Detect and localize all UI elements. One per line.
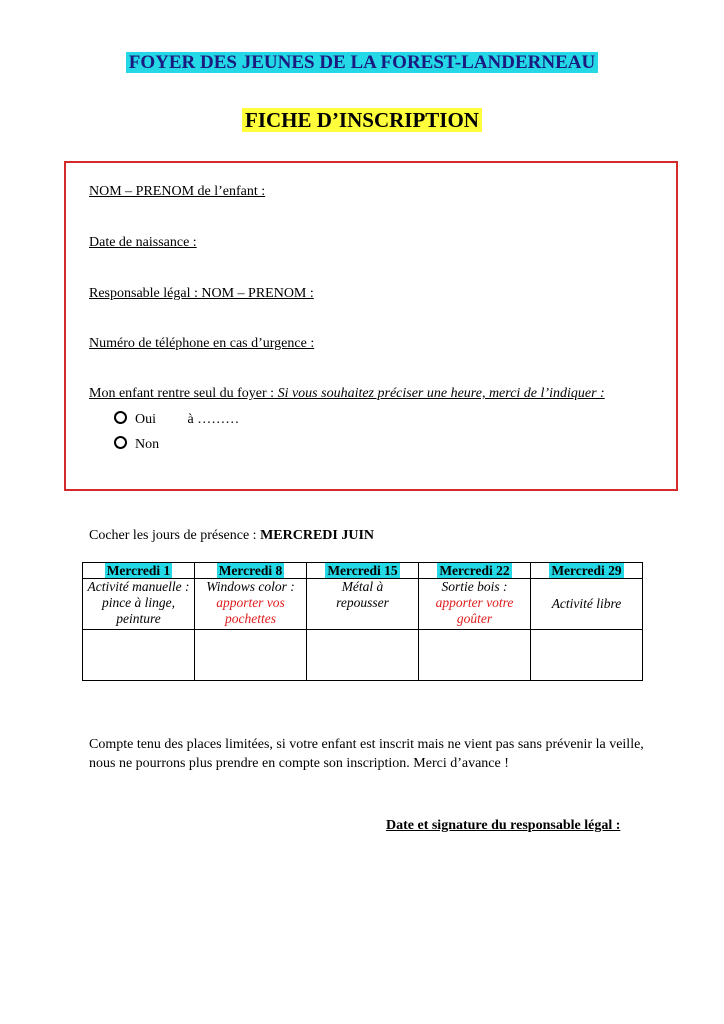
activity-text: Sortie bois : (441, 579, 508, 594)
option-no-label: Non (135, 437, 160, 452)
attendance-label (89, 528, 374, 544)
activity-text: Métal à repousser (336, 579, 389, 610)
birth-date-label: Date de naissance : (89, 235, 197, 250)
attendance-table (82, 562, 643, 681)
table-row (83, 579, 643, 630)
activity-cell (531, 579, 643, 630)
activity-note: apporter votre goûter (435, 595, 514, 626)
checkbox-cell[interactable] (307, 630, 419, 681)
day-name: Mercredi 1 (106, 563, 171, 578)
day-header (531, 563, 643, 579)
phone-label: Numéro de téléphone en cas d’urgence : (89, 336, 315, 351)
return-alone-text: Mon enfant rentre seul du foyer : (89, 386, 275, 401)
table-row (83, 630, 643, 681)
table-header-row (83, 563, 643, 579)
option-yes-label: Oui (135, 412, 156, 427)
checkbox-cell[interactable] (531, 630, 643, 681)
day-header (195, 563, 307, 579)
form-title (0, 108, 724, 133)
activity-text: Activité manuelle : pince à linge, peinture (87, 579, 190, 626)
day-header (419, 563, 531, 579)
activity-note: apporter vos pochettes (216, 595, 285, 626)
radio-circle-icon[interactable] (114, 436, 127, 449)
day-header (307, 563, 419, 579)
activity-cell (83, 579, 195, 630)
option-no[interactable] (114, 436, 159, 453)
child-name-label: NOM – PRENOM de l’enfant : (89, 184, 266, 199)
checkbox-cell[interactable] (419, 630, 531, 681)
activity-cell (419, 579, 531, 630)
form-title-text: FICHE D’INSCRIPTION (242, 108, 482, 132)
option-yes-time: à ……… (187, 412, 240, 427)
option-yes[interactable] (114, 411, 239, 428)
organization-title (0, 52, 724, 74)
day-header (83, 563, 195, 579)
activity-text: Windows color : (206, 579, 295, 594)
checkbox-cell[interactable] (195, 630, 307, 681)
attendance-month: MERCREDI JUIN (260, 528, 375, 543)
organization-title-text: FOYER DES JEUNES DE LA FOREST-LANDERNEAU (126, 52, 598, 73)
activity-cell (307, 579, 419, 630)
return-alone-label (89, 386, 605, 402)
day-name: Mercredi 8 (218, 563, 283, 578)
day-name: Mercredi 29 (551, 563, 622, 578)
activity-cell (195, 579, 307, 630)
day-name: Mercredi 15 (327, 563, 398, 578)
guardian-label: Responsable légal : NOM – PRENOM : (89, 286, 314, 301)
notice-text: Compte tenu des places limitées, si votre enfant est inscrit mais ne vient pas sans prévenir la veille, nous ne pourrons plus prendre en compte son inscription. Merci d’avance ! (89, 737, 644, 771)
radio-circle-icon[interactable] (114, 411, 127, 424)
signature-label: Date et signature du responsable légal : (386, 818, 621, 833)
day-name: Mercredi 22 (439, 563, 510, 578)
return-alone-note: Si vous souhaitez préciser une heure, merci de l’indiquer : (277, 386, 605, 401)
checkbox-cell[interactable] (83, 630, 195, 681)
attendance-label-text: Cocher les jours de présence : (89, 528, 257, 543)
activity-text: Activité libre (551, 596, 622, 611)
